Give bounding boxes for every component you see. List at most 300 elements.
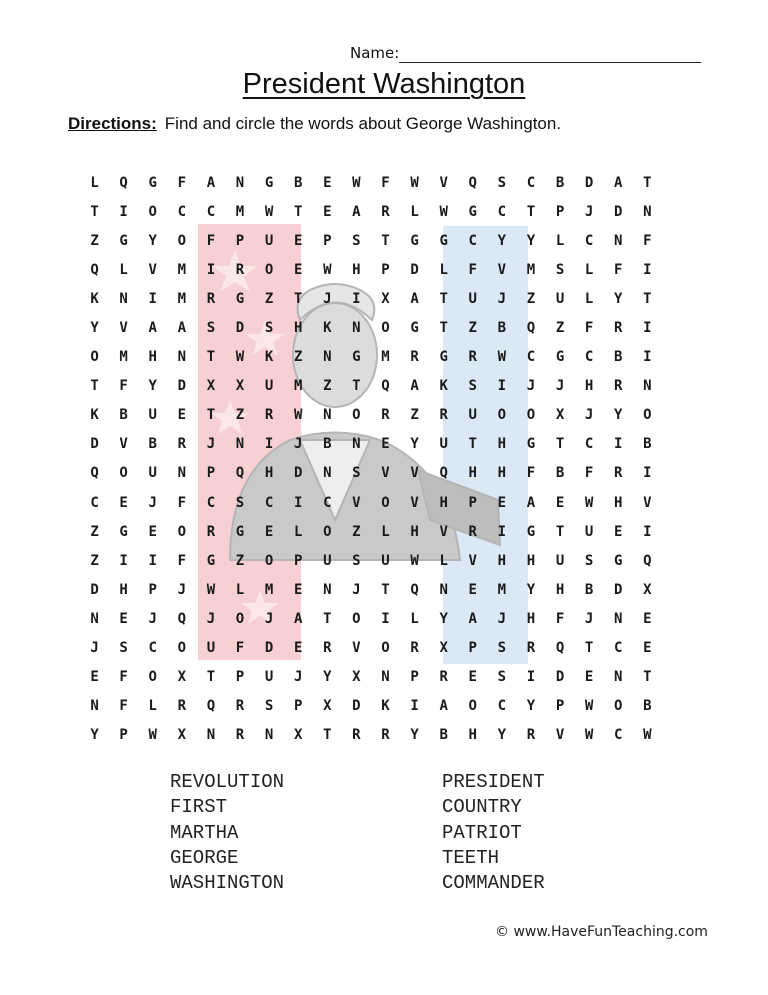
grid-letter[interactable]: X (177, 669, 187, 686)
grid-letter[interactable]: R (439, 407, 448, 424)
grid-letter[interactable]: A (352, 203, 361, 220)
grid-letter[interactable]: G (439, 349, 448, 366)
grid-letter[interactable]: O (352, 610, 361, 627)
grid-letter[interactable]: L (119, 261, 128, 278)
grid-letter[interactable]: J (555, 378, 565, 395)
grid-letter[interactable]: N (643, 203, 652, 220)
grid-letter[interactable]: N (323, 581, 332, 598)
grid-letter[interactable]: E (381, 436, 390, 453)
grid-letter[interactable]: I (643, 465, 652, 482)
grid-letter[interactable]: J (497, 610, 507, 627)
grid-letter[interactable]: F (119, 378, 128, 395)
grid-letter[interactable]: T (323, 610, 332, 627)
grid-letter[interactable]: W (293, 407, 303, 424)
grid-letter[interactable]: N (439, 581, 448, 598)
grid-letter[interactable]: E (323, 174, 332, 191)
grid-letter[interactable]: Q (410, 581, 419, 598)
grid-letter[interactable]: I (643, 261, 652, 278)
grid-letter[interactable]: K (90, 407, 99, 424)
grid-letter[interactable]: J (584, 203, 594, 220)
grid-letter[interactable]: R (614, 378, 623, 395)
grid-letter[interactable]: J (352, 581, 361, 598)
grid-letter[interactable]: Z (235, 407, 245, 424)
grid-letter[interactable]: V (148, 261, 157, 278)
grid-letter[interactable]: A (410, 290, 419, 307)
grid-letter[interactable]: D (177, 378, 187, 395)
grid-letter[interactable]: G (206, 552, 216, 569)
grid-letter[interactable]: D (352, 698, 361, 715)
grid-letter[interactable]: E (293, 581, 303, 598)
grid-letter[interactable]: N (614, 232, 623, 249)
grid-letter[interactable]: I (293, 494, 303, 511)
grid-letter[interactable]: E (643, 640, 652, 657)
grid-letter[interactable]: F (206, 232, 216, 249)
grid-letter[interactable]: C (323, 494, 332, 511)
grid-letter[interactable]: K (90, 290, 99, 307)
grid-letter[interactable]: H (526, 610, 536, 627)
grid-letter[interactable]: N (614, 610, 623, 627)
grid-letter[interactable]: J (526, 378, 536, 395)
grid-letter[interactable]: U (381, 552, 390, 569)
grid-letter[interactable]: C (497, 203, 507, 220)
grid-letter[interactable]: U (468, 407, 477, 424)
grid-letter[interactable]: C (148, 640, 157, 657)
grid-letter[interactable]: T (381, 232, 390, 249)
grid-letter[interactable]: D (410, 261, 419, 278)
grid-letter[interactable]: I (148, 290, 157, 307)
grid-letter[interactable]: Y (90, 320, 99, 337)
grid-letter[interactable]: Y (439, 610, 448, 627)
grid-letter[interactable]: U (323, 552, 332, 569)
grid-letter[interactable]: G (410, 320, 419, 337)
grid-letter[interactable]: W (410, 174, 419, 191)
grid-letter[interactable]: R (235, 727, 245, 744)
grid-letter[interactable]: F (177, 494, 187, 511)
grid-letter[interactable]: L (584, 261, 594, 278)
grid-letter[interactable]: P (206, 465, 216, 482)
grid-letter[interactable]: P (235, 232, 245, 249)
grid-letter[interactable]: E (148, 523, 157, 540)
grid-letter[interactable]: C (614, 727, 623, 744)
grid-letter[interactable]: M (526, 261, 536, 278)
grid-letter[interactable]: N (323, 407, 332, 424)
grid-letter[interactable]: Y (148, 232, 157, 249)
grid-letter[interactable]: H (614, 494, 623, 511)
grid-letter[interactable]: K (323, 320, 332, 337)
grid-letter[interactable]: N (614, 669, 623, 686)
grid-letter[interactable]: W (235, 349, 245, 366)
grid-letter[interactable]: I (614, 436, 623, 453)
grid-letter[interactable]: T (555, 436, 565, 453)
grid-letter[interactable]: S (264, 320, 274, 337)
grid-letter[interactable]: V (352, 494, 361, 511)
grid-letter[interactable]: F (119, 669, 128, 686)
grid-letter[interactable]: O (497, 407, 507, 424)
grid-letter[interactable]: E (293, 261, 303, 278)
grid-letter[interactable]: E (177, 407, 187, 424)
grid-letter[interactable]: I (497, 523, 507, 540)
grid-letter[interactable]: F (177, 552, 187, 569)
grid-letter[interactable]: T (584, 640, 594, 657)
grid-letter[interactable]: S (497, 174, 507, 191)
grid-letter[interactable]: J (584, 610, 594, 627)
grid-letter[interactable]: R (381, 407, 390, 424)
grid-letter[interactable]: N (352, 320, 361, 337)
grid-letter[interactable]: R (614, 320, 623, 337)
grid-letter[interactable]: Q (526, 320, 536, 337)
grid-letter[interactable]: T (468, 436, 477, 453)
grid-letter[interactable]: W (439, 203, 448, 220)
grid-letter[interactable]: I (643, 523, 652, 540)
grid-letter[interactable]: C (264, 494, 274, 511)
grid-letter[interactable]: R (235, 698, 245, 715)
grid-letter[interactable]: H (119, 581, 128, 598)
grid-letter[interactable]: D (90, 581, 99, 598)
grid-letter[interactable]: E (555, 494, 565, 511)
grid-letter[interactable]: Y (148, 378, 157, 395)
grid-letter[interactable]: E (643, 610, 652, 627)
grid-letter[interactable]: R (352, 727, 361, 744)
grid-letter[interactable]: B (439, 727, 448, 744)
grid-letter[interactable]: Q (439, 465, 448, 482)
grid-letter[interactable]: V (643, 494, 652, 511)
grid-letter[interactable]: X (206, 378, 216, 395)
grid-letter[interactable]: S (497, 640, 507, 657)
grid-letter[interactable]: O (643, 407, 652, 424)
grid-letter[interactable]: O (148, 203, 157, 220)
grid-letter[interactable]: X (555, 407, 565, 424)
grid-letter[interactable]: G (614, 552, 623, 569)
grid-letter[interactable]: N (90, 698, 99, 715)
grid-letter[interactable]: U (264, 669, 274, 686)
grid-letter[interactable]: F (235, 640, 245, 657)
grid-letter[interactable]: C (497, 698, 507, 715)
grid-letter[interactable]: T (90, 378, 99, 395)
grid-letter[interactable]: S (206, 320, 216, 337)
grid-letter[interactable]: G (555, 349, 565, 366)
grid-letter[interactable]: J (323, 290, 332, 307)
grid-letter[interactable]: K (264, 349, 274, 366)
grid-letter[interactable]: A (526, 494, 536, 511)
grid-letter[interactable]: C (90, 494, 99, 511)
grid-letter[interactable]: R (410, 640, 419, 657)
grid-letter[interactable]: T (293, 290, 303, 307)
grid-letter[interactable]: C (206, 203, 216, 220)
grid-letter[interactable]: M (177, 290, 187, 307)
grid-letter[interactable]: R (264, 407, 274, 424)
grid-letter[interactable]: J (584, 407, 594, 424)
grid-letter[interactable]: L (90, 174, 99, 191)
grid-letter[interactable]: L (439, 261, 448, 278)
grid-letter[interactable]: F (119, 698, 128, 715)
grid-letter[interactable]: W (497, 349, 507, 366)
grid-letter[interactable]: Z (352, 523, 361, 540)
grid-letter[interactable]: T (323, 727, 332, 744)
grid-letter[interactable]: M (235, 203, 245, 220)
grid-letter[interactable]: C (584, 349, 594, 366)
grid-letter[interactable]: F (381, 174, 390, 191)
grid-letter[interactable]: V (410, 494, 419, 511)
grid-letter[interactable]: U (555, 552, 565, 569)
grid-letter[interactable]: H (497, 436, 507, 453)
grid-letter[interactable]: O (235, 610, 245, 627)
grid-letter[interactable]: N (177, 349, 187, 366)
grid-letter[interactable]: U (584, 523, 594, 540)
grid-letter[interactable]: P (555, 698, 565, 715)
grid-letter[interactable]: M (293, 378, 303, 395)
grid-letter[interactable]: E (468, 669, 477, 686)
grid-letter[interactable]: B (497, 320, 507, 337)
grid-letter[interactable]: G (439, 232, 448, 249)
grid-letter[interactable]: T (206, 349, 216, 366)
grid-letter[interactable]: O (148, 669, 157, 686)
grid-letter[interactable]: N (643, 378, 652, 395)
grid-letter[interactable]: E (584, 669, 594, 686)
grid-letter[interactable]: X (235, 378, 245, 395)
grid-letter[interactable]: I (148, 552, 157, 569)
grid-letter[interactable]: P (468, 640, 477, 657)
grid-letter[interactable]: D (614, 203, 623, 220)
grid-letter[interactable]: B (614, 349, 623, 366)
grid-letter[interactable]: B (643, 698, 652, 715)
grid-letter[interactable]: J (293, 436, 303, 453)
grid-letter[interactable]: H (555, 581, 565, 598)
grid-letter[interactable]: G (235, 523, 245, 540)
grid-letter[interactable]: E (468, 581, 477, 598)
grid-letter[interactable]: Z (235, 552, 245, 569)
grid-letter[interactable]: C (584, 436, 594, 453)
grid-letter[interactable]: F (584, 465, 594, 482)
grid-letter[interactable]: B (555, 174, 565, 191)
grid-letter[interactable]: A (410, 378, 419, 395)
grid-letter[interactable]: T (352, 378, 361, 395)
grid-letter[interactable]: H (410, 523, 419, 540)
grid-letter[interactable]: Q (177, 610, 187, 627)
grid-letter[interactable]: D (614, 581, 623, 598)
grid-letter[interactable]: Y (323, 669, 332, 686)
grid-letter[interactable]: E (119, 610, 128, 627)
grid-letter[interactable]: C (206, 494, 216, 511)
grid-letter[interactable]: Y (410, 727, 419, 744)
grid-letter[interactable]: R (323, 640, 332, 657)
grid-letter[interactable]: F (643, 232, 652, 249)
grid-letter[interactable]: J (148, 494, 157, 511)
grid-letter[interactable]: S (264, 698, 274, 715)
grid-letter[interactable]: R (410, 349, 419, 366)
grid-letter[interactable]: Z (90, 232, 99, 249)
grid-letter[interactable]: T (293, 203, 303, 220)
grid-letter[interactable]: B (148, 436, 157, 453)
grid-letter[interactable]: I (497, 378, 507, 395)
grid-letter[interactable]: I (206, 261, 216, 278)
grid-letter[interactable]: W (206, 581, 216, 598)
grid-letter[interactable]: T (206, 669, 216, 686)
grid-letter[interactable]: E (293, 232, 303, 249)
grid-letter[interactable]: J (90, 640, 99, 657)
grid-letter[interactable]: Y (497, 727, 507, 744)
grid-letter[interactable]: N (323, 465, 332, 482)
grid-letter[interactable]: Z (293, 349, 303, 366)
grid-letter[interactable]: F (584, 320, 594, 337)
grid-letter[interactable]: G (148, 174, 157, 191)
grid-letter[interactable]: R (177, 698, 187, 715)
grid-letter[interactable]: P (381, 261, 390, 278)
grid-letter[interactable]: X (643, 581, 652, 598)
grid-letter[interactable]: Z (526, 290, 536, 307)
grid-letter[interactable]: R (381, 203, 390, 220)
grid-letter[interactable]: J (293, 669, 303, 686)
grid-letter[interactable]: E (293, 640, 303, 657)
grid-letter[interactable]: O (177, 232, 187, 249)
grid-letter[interactable]: U (439, 436, 448, 453)
grid-letter[interactable]: E (323, 203, 332, 220)
grid-letter[interactable]: X (352, 669, 361, 686)
grid-letter[interactable]: X (293, 727, 303, 744)
grid-letter[interactable]: R (177, 436, 187, 453)
grid-letter[interactable]: Q (643, 552, 652, 569)
grid-letter[interactable]: H (526, 552, 536, 569)
grid-letter[interactable]: T (381, 581, 390, 598)
grid-letter[interactable]: L (555, 232, 565, 249)
grid-letter[interactable]: C (614, 640, 623, 657)
grid-letter[interactable]: R (235, 261, 245, 278)
grid-letter[interactable]: Z (90, 523, 99, 540)
grid-letter[interactable]: N (264, 727, 274, 744)
grid-letter[interactable]: O (381, 640, 390, 657)
grid-letter[interactable]: O (468, 698, 477, 715)
grid-letter[interactable]: T (439, 320, 448, 337)
grid-letter[interactable]: J (206, 436, 216, 453)
grid-letter[interactable]: S (235, 494, 245, 511)
grid-letter[interactable]: W (264, 203, 274, 220)
grid-letter[interactable]: R (614, 465, 623, 482)
grid-letter[interactable]: Y (614, 407, 623, 424)
grid-letter[interactable]: I (119, 203, 128, 220)
grid-letter[interactable]: L (584, 290, 594, 307)
grid-letter[interactable]: G (235, 290, 245, 307)
grid-letter[interactable]: G (352, 349, 361, 366)
grid-letter[interactable]: X (323, 698, 332, 715)
grid-letter[interactable]: Q (555, 640, 565, 657)
grid-letter[interactable]: Y (410, 436, 419, 453)
grid-letter[interactable]: K (381, 698, 390, 715)
grid-letter[interactable]: G (526, 436, 536, 453)
grid-letter[interactable]: G (526, 523, 536, 540)
grid-letter[interactable]: S (497, 669, 507, 686)
grid-letter[interactable]: V (497, 261, 507, 278)
grid-letter[interactable]: W (352, 174, 361, 191)
grid-letter[interactable]: E (614, 523, 623, 540)
grid-letter[interactable]: O (352, 407, 361, 424)
grid-letter[interactable]: E (497, 494, 507, 511)
grid-letter[interactable]: B (293, 174, 303, 191)
grid-letter[interactable]: Y (614, 290, 623, 307)
grid-letter[interactable]: N (352, 436, 361, 453)
grid-letter[interactable]: I (119, 552, 128, 569)
grid-letter[interactable]: E (90, 669, 99, 686)
grid-letter[interactable]: Y (90, 727, 99, 744)
grid-letter[interactable]: V (410, 465, 419, 482)
grid-letter[interactable]: H (497, 465, 507, 482)
grid-letter[interactable]: W (584, 698, 594, 715)
grid-letter[interactable]: W (410, 552, 419, 569)
grid-letter[interactable]: Q (90, 261, 99, 278)
grid-letter[interactable]: H (497, 552, 507, 569)
grid-letter[interactable]: U (264, 232, 274, 249)
grid-letter[interactable]: F (526, 465, 536, 482)
grid-letter[interactable]: I (410, 698, 419, 715)
grid-letter[interactable]: I (381, 610, 390, 627)
grid-letter[interactable]: W (584, 494, 594, 511)
grid-letter[interactable]: J (264, 610, 274, 627)
grid-letter[interactable]: A (206, 174, 216, 191)
grid-letter[interactable]: L (293, 523, 303, 540)
grid-letter[interactable]: S (555, 261, 565, 278)
grid-letter[interactable]: E (119, 494, 128, 511)
grid-letter[interactable]: H (352, 261, 361, 278)
grid-letter[interactable]: A (293, 610, 303, 627)
grid-letter[interactable]: U (148, 407, 157, 424)
grid-letter[interactable]: P (555, 203, 565, 220)
grid-letter[interactable]: X (439, 640, 448, 657)
grid-letter[interactable]: D (293, 465, 303, 482)
grid-letter[interactable]: A (148, 320, 157, 337)
grid-letter[interactable]: V (555, 727, 565, 744)
grid-letter[interactable]: F (555, 610, 565, 627)
grid-letter[interactable]: T (643, 174, 652, 191)
grid-letter[interactable]: Y (497, 232, 507, 249)
grid-letter[interactable]: C (526, 174, 536, 191)
grid-letter[interactable]: Z (410, 407, 419, 424)
grid-letter[interactable]: W (643, 727, 652, 744)
grid-letter[interactable]: B (555, 465, 565, 482)
grid-letter[interactable]: T (643, 669, 652, 686)
grid-letter[interactable]: B (584, 581, 594, 598)
grid-letter[interactable]: W (584, 727, 594, 744)
grid-letter[interactable]: O (264, 552, 274, 569)
grid-letter[interactable]: C (468, 232, 477, 249)
grid-letter[interactable]: F (177, 174, 187, 191)
grid-letter[interactable]: E (264, 523, 274, 540)
grid-letter[interactable]: R (381, 727, 390, 744)
grid-letter[interactable]: H (148, 349, 157, 366)
grid-letter[interactable]: S (352, 552, 361, 569)
grid-letter[interactable]: O (177, 523, 187, 540)
grid-letter[interactable]: Y (526, 698, 536, 715)
grid-letter[interactable]: M (497, 581, 507, 598)
grid-letter[interactable]: O (381, 320, 390, 337)
grid-letter[interactable]: O (381, 494, 390, 511)
grid-letter[interactable]: L (410, 203, 419, 220)
grid-letter[interactable]: H (264, 465, 274, 482)
grid-letter[interactable]: G (119, 232, 128, 249)
grid-letter[interactable]: I (264, 436, 274, 453)
grid-letter[interactable]: T (555, 523, 565, 540)
grid-letter[interactable]: Q (206, 698, 216, 715)
grid-letter[interactable]: V (439, 523, 448, 540)
grid-letter[interactable]: U (206, 640, 216, 657)
grid-letter[interactable]: P (293, 698, 303, 715)
grid-letter[interactable]: Z (468, 320, 477, 337)
grid-letter[interactable]: P (468, 494, 477, 511)
grid-letter[interactable]: O (119, 465, 128, 482)
grid-letter[interactable]: R (468, 523, 477, 540)
grid-letter[interactable]: A (468, 610, 477, 627)
grid-letter[interactable]: T (439, 290, 448, 307)
grid-letter[interactable]: N (235, 174, 245, 191)
grid-letter[interactable]: P (410, 669, 419, 686)
grid-letter[interactable]: V (468, 552, 477, 569)
